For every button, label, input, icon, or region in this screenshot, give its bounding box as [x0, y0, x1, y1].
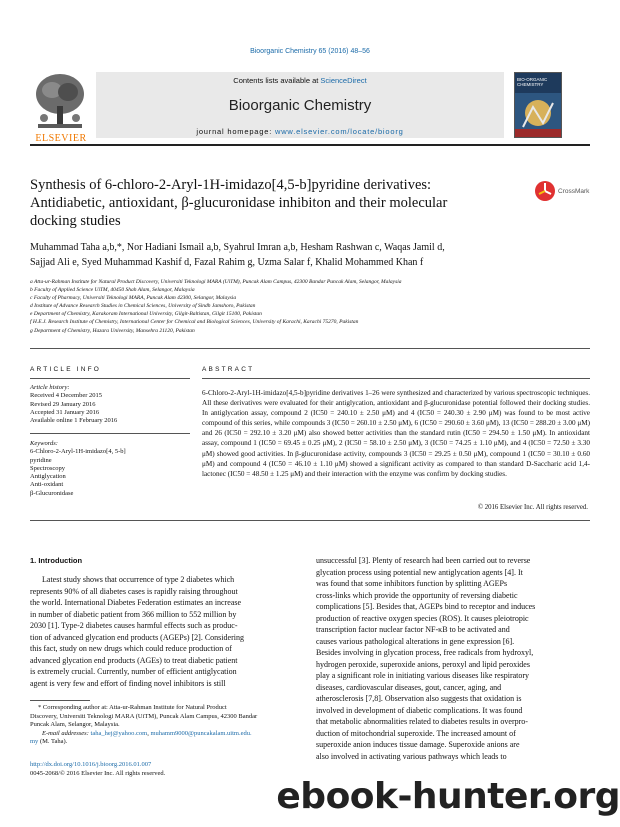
text-line: Latest study shows that occurrence of type 2 diabetes which	[42, 575, 235, 584]
email-line: E-mail addresses: taha_hej@yahoo.com, muhamm9000@puncakalam.uitm.edu.	[42, 729, 252, 737]
footnote-line: * Corresponding author at: Atta-ur-Rahman Institute for Natural Product	[38, 704, 227, 711]
title-line: docking studies	[30, 213, 121, 229]
email-link[interactable]: taha_hej@yahoo.com	[90, 729, 148, 737]
text-line: the world. International Diabetes Federation estimates an increase	[30, 598, 242, 607]
text-line: represents 90% of all diabetes cases is rapidly raising throughout	[30, 586, 238, 596]
keyword: Antiglycation	[30, 473, 66, 481]
contents-line	[96, 76, 504, 85]
abstract-end-divider	[30, 520, 590, 521]
sciencedirect-link[interactable]: ScienceDirect	[320, 76, 367, 85]
title-line: Antidiabetic, antioxidant, β-glucuronidase inhibiton and their molecular	[30, 195, 448, 211]
text-line: 2030 [1]. Type-2 diabetes causes harmful effects such as produc-	[30, 621, 238, 630]
section-divider	[30, 348, 590, 349]
author-list	[30, 240, 590, 270]
keyword: Anti-oxidant	[30, 481, 64, 489]
text-line: glycation process using potential new antiglycation agents [4]. It	[316, 567, 523, 577]
footnote-line: Puncak Alam, Selangor, Malaysia.	[30, 721, 120, 729]
keyword: 6-Chloro-2-Aryl-1H-imidazo[4, 5-b]	[30, 448, 126, 456]
text-line: cross-links which provide the opportunity of reversing diabetic	[316, 590, 518, 600]
homepage-prefix: journal homepage:	[196, 127, 273, 136]
crossmark-badge[interactable]	[534, 180, 594, 206]
affiliation: g Department of Chemistry, Hazara University, Mansehra 21120, Pakistan	[30, 327, 195, 334]
affiliation: b Faculty of Applied Science UiTM, 40450 Shah Alam, Selangor, Malaysia	[30, 287, 195, 294]
journal-title: Bioorganic Chemistry	[228, 97, 372, 114]
text-line: is extremely crucial. Currently, number of efficient antiglycation	[30, 667, 237, 676]
crossmark-label: CrossMark	[558, 188, 590, 195]
text-line: play a significant role in initiating various diseases like respiratory	[316, 671, 530, 680]
email-link[interactable]: muhamm9000@puncakalam.uitm.edu.	[150, 729, 252, 737]
text-line: tion of advanced glycation end products (AGEPs) [2]. Considering	[30, 632, 244, 642]
keyword: β-Glucuronidase	[30, 489, 74, 497]
text-line: was found that some inhibitors function by splitting AGEPs	[316, 579, 508, 588]
text-line: involved in development of diabetic complications. It was found	[316, 705, 523, 715]
publisher-name: ELSEVIER	[35, 133, 87, 144]
text-line: also involved in activating various pathways which leads to	[316, 751, 507, 761]
abstract-text: 6-Chloro-2-Aryl-1H-imidazo[4,5-b]pyridine derivatives 1–26 were synthesized and characterized by various spectroscopic techniques. All these derivatives were evaluated for their antiglycation, antioxidant and β-glucuronidase potential followed their docking studies. In antiglycation assay, compound 2 (IC50 = 240.10 ± 2.50 μM) and 4 (IC50 = 240.30 ± 2.90 μM) was found to be most active compound of this series, while compounds 3 (IC50 = 260.10 ± 2.50 μM), 6 (IC50 = 290.60 ± 3.60 μM), 13 (IC50 = 288.20 ± 3.00 μM) and 26 (IC50 = 292.10 ± 3.20 μM) also showed better activities than the standard rutin (IC50 = 294.50 ± 1.50 μM). In antioxidant assay, compound 1 (IC50 = 69.45 ± 0.25 μM), 2 (IC50 = 58.10 ± 2.50 μM), 3 (IC50 = 74.25 ± 1.10 μM), and 4 (IC50 = 72.50 ± 3.30 μM) showed good activities. In β-glucuronidase activity, compounds 3 (IC50 = 29.25 ± 0.50 μM), compound 1 (IC50 = 30.10 ± 0.60 μM) and compound 4 (IC50 = 46.10 ± 1.10 μM) showed a significant activity as compared to than standard D-Saccharic acid 1,4-lactonec (IC50 = 48.50 ± 1.25 μM) and their interaction with the enzyme was confirm by docking studies.	[202, 389, 590, 478]
cover-art-icon	[515, 93, 561, 137]
history-item: Revised 29 January 2016	[30, 400, 96, 408]
article-title	[30, 176, 530, 230]
elsevier-tree-logo	[30, 70, 90, 140]
watermark-text: ebook-hunter.org	[276, 776, 620, 817]
doi-link[interactable]: http://dx.doi.org/10.1016/j.bioorg.2016.01.007	[30, 761, 152, 768]
footnote-line: Discovery, Universiti Teknologi MARA (UiTM), Puncak Alam Campus, 42300 Bandar	[30, 712, 258, 720]
history-label: Article history:	[30, 384, 70, 391]
affiliation: a Atta-ur-Rahman Institute for Natural Product Discovery, Universiti Teknologi MARA (UiTM), Puncak Alam Campus, 42300 Bandar Puncak Alam, Selangor, Malaysia	[30, 279, 402, 285]
text-line: superoxide anion induces tissue damage. Superoxide anions are	[316, 740, 520, 749]
text-line: complications [5]. Besides that, AGEPs bind to receptor and induces	[316, 602, 536, 611]
keyword: Spectroscopy	[30, 464, 66, 472]
email-line-cont	[30, 738, 300, 747]
text-line: hydrogen peroxide, superoxide anions, peroxyl and lipid peroxides	[316, 659, 530, 669]
text-line: transcription factor nuclear factor NF-κB to be activated and	[316, 625, 510, 634]
text-line: duction of mitochondrial superoxide. The increased amount of	[316, 728, 516, 738]
journal-cover-image	[514, 72, 562, 138]
email-label: E-mail addresses:	[42, 729, 89, 737]
affiliations	[30, 278, 590, 335]
text-line: production of reactive oxygen species (ROS). It causes pleiotropic	[316, 613, 529, 623]
crossmark-icon	[534, 180, 556, 202]
abstract-heading: ABSTRACT	[202, 366, 255, 373]
corresponding-author-footnote	[30, 704, 300, 747]
text-line: atherosclerosis [7,8]. Observation also suggests that oxidation is	[316, 694, 522, 703]
article-history	[30, 384, 190, 425]
author-line: Sajjad Ali e, Syed Muhammad Kashif d, Fazal Rahim g, Uzma Salar f, Khalid Mohammed Khan f	[30, 257, 424, 268]
text-line: causes various pathological alterations in gene expression [6].	[316, 636, 515, 646]
keywords-label: Keywords:	[30, 440, 58, 447]
article-info-divider	[30, 378, 190, 379]
text-line: Besides involving in glycation process, free radicals from hydroxyl,	[316, 648, 534, 657]
article-info-heading: ARTICLE INFO	[30, 366, 102, 373]
contents-prefix: Contents lists available at	[233, 76, 319, 85]
intro-right-column	[316, 555, 590, 762]
history-item: Accepted 31 January 2016	[30, 408, 100, 416]
title-line: Synthesis of 6-chloro-2-Aryl-1H-imidazo[4,5-b]pyridine derivatives:	[30, 177, 432, 193]
journal-reference[interactable]: Bioorganic Chemistry 65 (2016) 48–56	[250, 48, 370, 55]
affiliation: d Institute of Advance Research Studies in Chemical Sciences, University of Sindh Jamshoro, Pakistan	[30, 303, 256, 310]
text-line: advanced glycation end products (AGEs) to treat diabetic patient	[30, 655, 238, 665]
homepage-link[interactable]: www.elsevier.com/locate/bioorg	[274, 127, 404, 136]
abstract-divider	[202, 378, 590, 379]
affiliation: e Department of Chemistry, Karakoram International University, Gilgit-Baltistan, Gilgit 15100, Pakistan	[30, 311, 262, 318]
text-line: agent is very few and effort of finding novel inhibitors is still	[30, 678, 226, 688]
keyword: pyridine	[30, 456, 52, 464]
journal-homepage	[96, 127, 504, 136]
author-line: Muhammad Taha a,b,*, Nor Hadiani Ismail a,b, Syahrul Imran a,b, Hesham Rashwan c, Waqas Jamil d,	[30, 242, 445, 253]
affiliation: f H.E.J. Research Institute of Chemistry, International Center for Chemical and Biological Sciences, University of Karachi, Karachi 75270, Pakistan	[30, 319, 359, 326]
email-link-cont[interactable]: my	[30, 738, 39, 746]
email-suffix: (M. Taha).	[39, 738, 68, 746]
text-line: that metabolic abnormalities related to diabetes results in overpro-	[316, 717, 528, 726]
history-item: Available online 1 February 2016	[30, 417, 118, 425]
text-line: diseases, cardiovascular diseases, gout, cancer, aging, and	[316, 682, 502, 692]
issn-line: 0045-2068/© 2016 Elsevier Inc. All rights reserved.	[30, 770, 166, 777]
introduction-heading: 1. Introduction	[30, 556, 83, 565]
abstract-copyright: © 2016 Elsevier Inc. All rights reserved.	[477, 504, 588, 511]
intro-left-column	[30, 574, 300, 689]
header-divider	[30, 144, 590, 146]
history-item: Received 4 December 2015	[30, 392, 103, 400]
text-line: in number of diabetic patient from 366 million to 552 million by	[30, 609, 237, 619]
text-line: this fact, study on new drugs which could reduce production of	[30, 644, 232, 653]
text-line: unsuccessful [3]. Plenty of research had been carried out to reverse	[316, 556, 531, 565]
affiliation: c Faculty of Pharmacy, Universiti Teknologi MARA, Puncak Alam 42300, Selangor, Malaysia	[30, 295, 237, 302]
keywords	[30, 440, 190, 498]
keywords-divider	[30, 433, 190, 434]
cover-title: BIO-ORGANIC CHEMISTRY	[517, 77, 548, 87]
footnote-divider	[30, 700, 90, 701]
